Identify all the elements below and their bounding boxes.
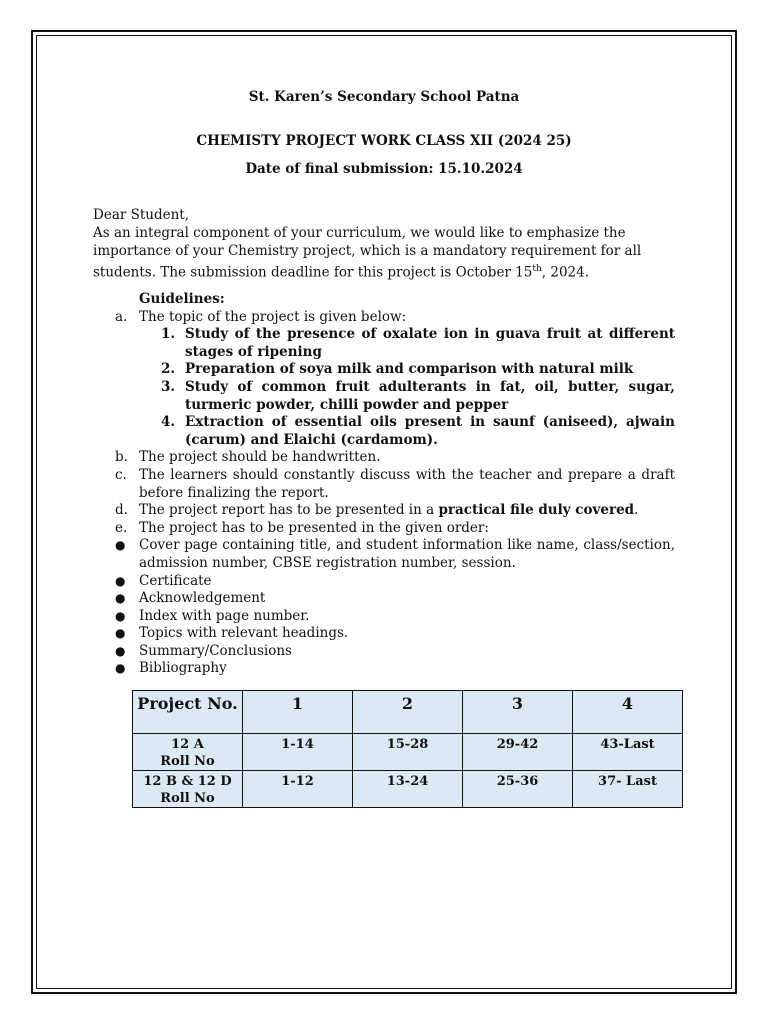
row-label-line: 12 B & 12 D <box>143 774 232 789</box>
order-item <box>93 590 675 608</box>
table-header-row <box>133 691 683 734</box>
guideline-marker: a. <box>115 308 128 325</box>
roll-number-table <box>132 690 683 808</box>
bullet-icon: ● <box>115 661 126 676</box>
order-item <box>93 608 675 626</box>
order-item-text: Acknowledgement <box>139 590 266 607</box>
order-item-text: Certificate <box>139 572 212 589</box>
table-header-cell: 1 <box>243 691 353 734</box>
table-cell: 1-14 <box>243 734 353 771</box>
guideline-text-end: . <box>634 502 639 519</box>
guideline-marker: d. <box>115 502 128 519</box>
bullet-icon: ● <box>115 608 126 623</box>
table-cell: 15-28 <box>353 734 463 771</box>
bullet-icon: ● <box>115 573 126 588</box>
table-cell: 25-36 <box>463 771 573 808</box>
order-item-text: Bibliography <box>139 660 227 677</box>
row-label-line: Roll No <box>160 754 215 769</box>
intro-text: As an integral component of your curriculum, we would like to emphasize the importance of your Chemistry project, which is a mandatory requirement for all students. The submission deadline for this project is October 15 <box>93 225 642 281</box>
table-header-cell: 4 <box>573 691 683 734</box>
row-label-line: Roll No <box>160 791 215 806</box>
order-item-text: Topics with relevant headings. <box>139 625 349 642</box>
order-list <box>93 537 675 678</box>
guidelines-list <box>93 309 675 538</box>
topic-item <box>139 379 675 414</box>
topic-text: Study of common fruit adulterants in fat, oil, butter, sugar, turmeric powder, chilli powder and pepper <box>185 378 675 413</box>
table-header-cell: 2 <box>353 691 463 734</box>
table-header-cell: Project No. <box>133 691 243 734</box>
topic-marker: 4. <box>161 414 176 431</box>
bullet-icon: ● <box>115 626 126 641</box>
table-row <box>133 771 683 808</box>
topic-text: Extraction of essential oils present in saunf (aniseed), ajwain (carum) and Elaichi (cardamom). <box>185 414 675 448</box>
table-row-label <box>133 771 243 808</box>
topic-text: Study of the presence of oxalate ion in guava fruit at different stages of ripening <box>185 326 675 360</box>
topic-text: Preparation of soya milk and comparison with natural milk <box>185 361 634 378</box>
guideline-item <box>93 520 675 538</box>
guideline-item <box>93 467 675 502</box>
guideline-text: The project should be handwritten. <box>139 449 381 466</box>
topic-marker: 2. <box>161 361 176 378</box>
order-item <box>93 643 675 661</box>
submission-date: Date of final submission: 15.10.2024 <box>245 161 523 177</box>
intro-text-end: , 2024. <box>541 264 590 281</box>
guideline-marker: c. <box>115 466 127 483</box>
guideline-marker: e. <box>115 519 128 536</box>
row-label-line: 12 A <box>171 737 204 752</box>
guidelines-section <box>93 291 675 678</box>
intro-paragraph <box>93 224 653 282</box>
salutation: Dear Student, <box>93 207 190 223</box>
order-item <box>93 573 675 591</box>
topic-list <box>139 326 675 449</box>
guideline-item <box>93 309 675 450</box>
order-item <box>93 660 675 678</box>
guidelines-heading: Guidelines: <box>139 291 225 307</box>
topic-item <box>139 414 675 449</box>
topic-item <box>139 361 675 379</box>
order-item <box>93 537 675 572</box>
guideline-text: The project has to be presented in the given order: <box>139 519 489 536</box>
table-row <box>133 734 683 771</box>
guideline-text: The project report has to be presented in a <box>139 502 439 519</box>
table-row-label <box>133 734 243 771</box>
table-cell: 1-12 <box>243 771 353 808</box>
order-item <box>93 625 675 643</box>
letter-intro <box>93 206 653 282</box>
topic-item <box>139 326 675 361</box>
bullet-icon: ● <box>115 591 126 606</box>
guideline-text: The learners should constantly discuss with the teacher and prepare a draft before finalizing the report. <box>139 466 675 501</box>
bullet-icon: ● <box>115 643 126 658</box>
intro-superscript: th <box>532 264 542 274</box>
table-header-cell: 3 <box>463 691 573 734</box>
order-item-text: Summary/Conclusions <box>139 642 292 659</box>
topic-marker: 3. <box>161 378 176 395</box>
guideline-bold-text: practical file duly covered <box>438 502 635 519</box>
bullet-icon: ● <box>115 538 126 553</box>
table-cell: 13-24 <box>353 771 463 808</box>
table-cell: 37- Last <box>573 771 683 808</box>
table-cell: 29-42 <box>463 734 573 771</box>
order-item-text: Cover page containing title, and student information like name, class/section, admission number, CBSE registration number, session. <box>139 537 675 571</box>
document-title: CHEMISTY PROJECT WORK CLASS XII (2024 25) <box>196 133 572 149</box>
school-name: St. Karen’s Secondary School Patna <box>248 89 520 105</box>
guideline-marker: b. <box>115 449 128 466</box>
table-cell: 43-Last <box>573 734 683 771</box>
order-item-text: Index with page number. <box>139 607 310 624</box>
guideline-text: The topic of the project is given below: <box>139 308 407 325</box>
guideline-item <box>93 449 675 467</box>
guideline-item <box>93 502 675 520</box>
topic-marker: 1. <box>161 326 176 343</box>
